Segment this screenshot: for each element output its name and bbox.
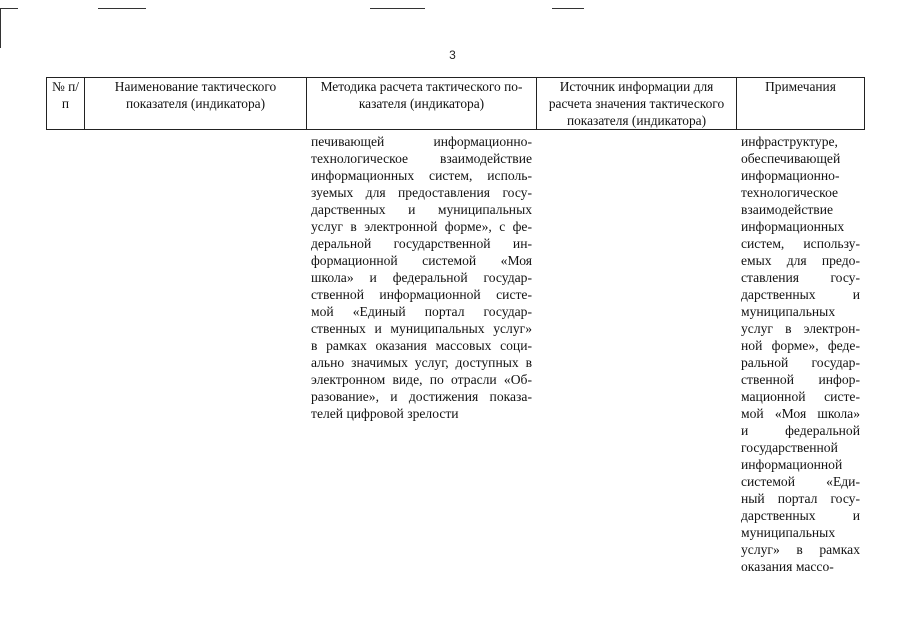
text-line: государственной bbox=[741, 440, 838, 455]
text-line: муниципальных bbox=[741, 525, 836, 540]
header-notes: Примечания bbox=[737, 78, 865, 130]
text-line: ственной инфор- bbox=[741, 372, 860, 387]
indicator-table bbox=[46, 77, 865, 575]
text-line: услуг» в рамках bbox=[741, 542, 860, 557]
text-line: обеспечивающей bbox=[741, 151, 841, 166]
header-calculation-method: Методика расчета тактического по-казателя (индикатора) bbox=[307, 78, 537, 130]
text-line: взаимодействие bbox=[741, 202, 834, 217]
text-line: систем, использу- bbox=[741, 236, 860, 251]
text-line: и федеральной bbox=[741, 423, 860, 438]
text-line: услуг в электрон- bbox=[741, 321, 860, 336]
text-line: электронном виде, по отрасли «Об- bbox=[311, 372, 532, 387]
text-line: ральной государ- bbox=[741, 355, 860, 370]
text-line: школа» и федеральной государ- bbox=[311, 270, 532, 285]
method-text bbox=[311, 133, 532, 422]
text-line: ственных и муниципальных услуг» bbox=[311, 321, 532, 336]
text-line: емых для предо- bbox=[741, 253, 860, 268]
table-row bbox=[47, 130, 865, 576]
text-line: ственной информационной систе- bbox=[311, 287, 532, 302]
scan-artifact-corner-horizontal bbox=[0, 8, 18, 9]
text-line: деральной государственной ин- bbox=[311, 236, 532, 251]
cell-calculation-method bbox=[307, 130, 537, 576]
cell-information-source bbox=[537, 130, 737, 576]
scan-artifact-line bbox=[98, 8, 146, 9]
text-line: мационной систе- bbox=[741, 389, 860, 404]
text-line: муниципальных bbox=[741, 304, 836, 319]
text-line: в рамках оказания массовых соци- bbox=[311, 338, 532, 353]
text-line: мой «Единый портал государ- bbox=[311, 304, 532, 319]
scan-artifact-corner-vertical bbox=[0, 8, 1, 48]
text-line: печивающей информационно- bbox=[311, 134, 532, 149]
text-line: услуг в электронной форме», с фе- bbox=[311, 219, 532, 234]
text-line: технологическое bbox=[741, 185, 839, 200]
text-line: информационной bbox=[741, 457, 843, 472]
text-line: дарственных и муниципальных bbox=[311, 202, 532, 217]
text-line: системой «Еди- bbox=[741, 474, 860, 489]
text-line: информационных систем, исполь- bbox=[311, 168, 532, 183]
text-line: информационно- bbox=[741, 168, 840, 183]
text-line: ально значимых услуг, доступных в bbox=[311, 355, 532, 370]
notes-text bbox=[741, 133, 860, 575]
text-line: телей цифровой зрелости bbox=[311, 406, 459, 421]
text-line: разование», и достижения показа- bbox=[311, 389, 532, 404]
table-header-row bbox=[47, 78, 865, 130]
text-line: зуемых для предоставления госу- bbox=[311, 185, 532, 200]
text-line: технологическое взаимодействие bbox=[311, 151, 532, 166]
text-line: ставления госу- bbox=[741, 270, 860, 285]
text-line: мой «Моя школа» bbox=[741, 406, 860, 421]
cell-indicator-name bbox=[85, 130, 307, 576]
header-information-source: Источник информации для расчета значения тактического показателя (индикатора) bbox=[537, 78, 737, 130]
header-indicator-name: Наименование тактического показателя (индикатора) bbox=[85, 78, 307, 130]
text-line: дарственных и bbox=[741, 287, 860, 302]
text-line: дарственных и bbox=[741, 508, 860, 523]
text-line: информационных bbox=[741, 219, 845, 234]
text-line: ный портал госу- bbox=[741, 491, 860, 506]
page-number: 3 bbox=[449, 48, 456, 62]
text-line: ной форме», феде- bbox=[741, 338, 860, 353]
text-line: формационной системой «Моя bbox=[311, 253, 532, 268]
text-line: оказания массо- bbox=[741, 559, 834, 574]
cell-notes bbox=[737, 130, 865, 576]
scan-artifact-line bbox=[552, 8, 584, 9]
scan-artifact-line bbox=[370, 8, 425, 9]
text-line: инфраструктуре, bbox=[741, 134, 838, 149]
cell-number bbox=[47, 130, 85, 576]
header-number: № п/п bbox=[47, 78, 85, 130]
